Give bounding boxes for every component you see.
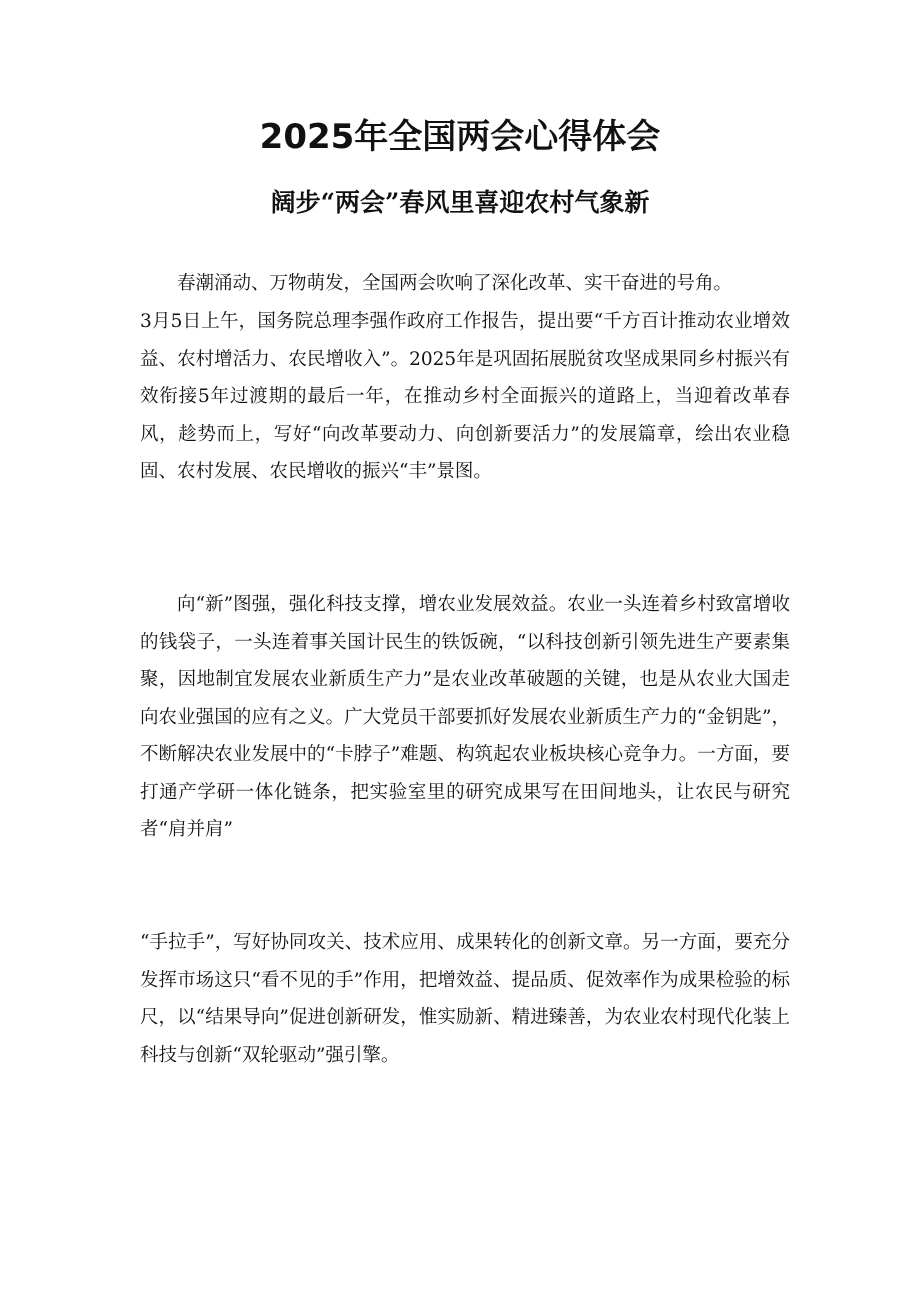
paragraph-2: 3月5日上午，国务院总理李强作政府工作报告，提出要“千方百计推动农业增效益、农村增活力、农民增收入”。2025年是巩固拓展脱贫攻坚成果同乡村振兴有效衔接5年过渡期的最后一年，在推动乡村全面振兴的道路上，当迎着改革春风，趁势而上，写好“向改革要动力、向创新要活力”的发展篇章，绘出农业稳固、农村发展、农民增收的振兴“丰”景图。 [140,311,790,482]
document-title: 2025年全国两会心得体会 [259,117,661,157]
paragraph-4: “手拉手”，写好协同攻关、技术应用、成果转化的创新文章。另一方面，要充分发挥市场这只“看不见的手”作用，把增效益、提品质、促效率作为成果检验的标尺，以“结果导向”促进创新研发，惟实励新、精进臻善，为农业农村现代化装上科技与创新“双轮驱动”强引擎。 [140,932,790,1066]
document-subtitle: 阔步“两会”春风里喜迎农村气象新 [270,188,650,217]
paragraph-3: 向“新”图强，强化科技支撑，增农业发展效益。农业一头连着乡村致富增收的钱袋子，一头连着事关国计民生的铁饭碗，“以科技创新引领先进生产要素集聚，因地制宜发展农业新质生产力”是农业改革破题的关键，也是从农业大国走向农业强国的应有之义。广大党员干部要抓好发展农业新质生产力的“金钥匙”，不断解决农业发展中的“卡脖子”难题、构筑起农业板块核心竞争力。一方面，要打通产学研一体化链条，把实验室里的研究成果写在田间地头，让农民与研究者“肩并肩” [140,594,790,840]
paragraph-1: 春潮涌动、万物萌发，全国两会吹响了深化改革、实干奋进的号角。 [177,273,733,294]
